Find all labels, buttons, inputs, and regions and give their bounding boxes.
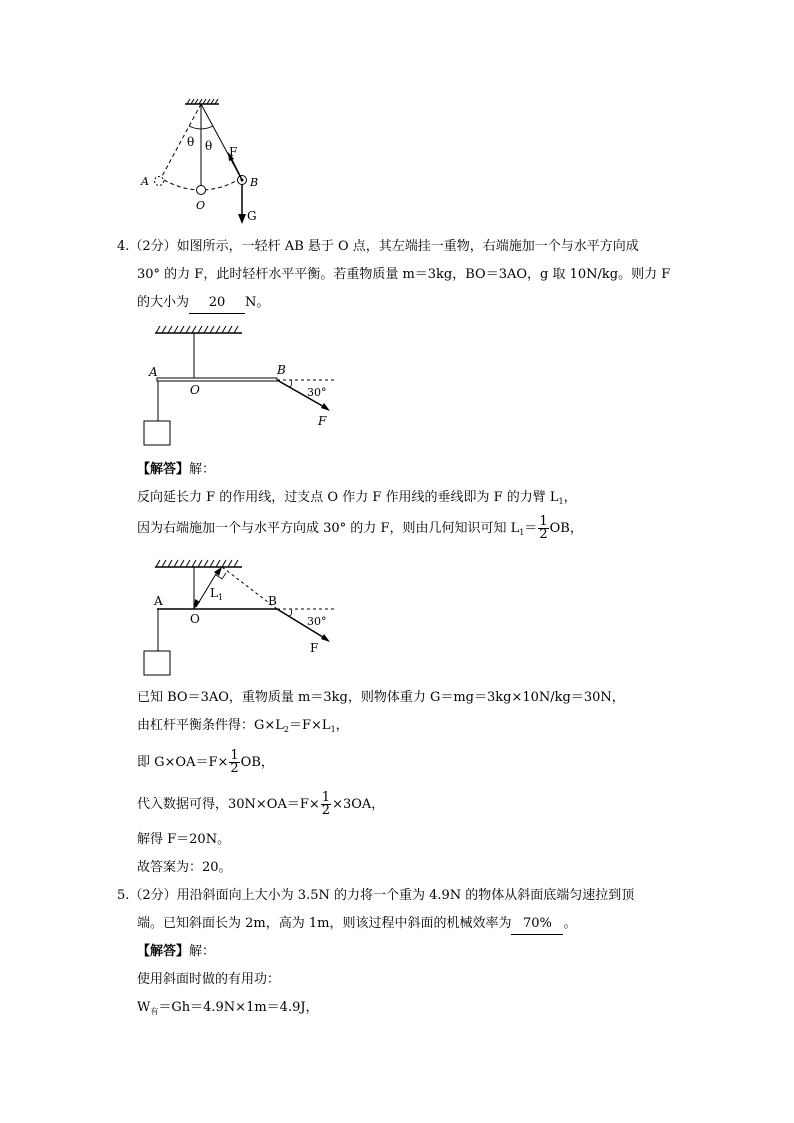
sol4-step7: 解得 F＝20N。 — [137, 832, 231, 847]
sol4-step4-post: ， — [335, 718, 349, 733]
point-b-label: B — [277, 363, 286, 377]
angle-label: 30° — [307, 386, 327, 399]
q4-answer: 20 — [189, 293, 245, 314]
force-f-label: F — [229, 145, 238, 159]
sol4-step1-post: ， — [563, 490, 577, 505]
q4-line2: 30° 的力 F，此时轻杆水平平衡。若重物质量 m＝3kg，BO＝3AO，g 取 10N/kg。则力 F — [137, 267, 671, 282]
angle-label: 30° — [307, 615, 327, 628]
pivot-o-label: O — [190, 612, 200, 626]
sol4-step6 — [137, 792, 384, 817]
sol4-step1-sub: 1 — [558, 497, 564, 506]
point-o-label: O — [196, 199, 206, 212]
q5-line2 — [137, 914, 576, 935]
sol4-step5 — [137, 750, 274, 775]
sol4-step3: 已知 BO＝3AO，重物质量 m＝3kg，则物体重力 G＝mg＝3kg×10N/kg＝30N， — [137, 690, 625, 705]
lever-figure — [140, 318, 340, 452]
sol5-header-bracket: 【解答】 — [137, 944, 190, 959]
point-a-label: A — [154, 594, 163, 608]
point-a-label: A — [149, 365, 158, 379]
sol4-step1 — [137, 488, 577, 512]
sol4-step2 — [137, 516, 583, 543]
q5-line2-text: 端。已知斜面长为 2m，高为 1m，则该过程中斜面的机械效率为 — [137, 916, 512, 931]
pendulum-figure — [135, 96, 275, 226]
sol4-step2-fraction — [538, 516, 548, 541]
q4-line3-post: N。 — [245, 295, 270, 310]
lever-arm-figure — [140, 555, 340, 679]
sol4-step4-mid: ＝F×L — [289, 718, 331, 733]
arm-l1-label: $L_1$ — [210, 586, 224, 602]
gravity-g-label: G — [247, 209, 257, 223]
fraction-denominator: 2 — [321, 803, 331, 818]
sol4-header-rest: 解： — [189, 462, 216, 477]
sol4-step4 — [137, 716, 349, 740]
point-a-label: A — [141, 175, 149, 188]
sol4-step2-eq: ＝ — [524, 521, 538, 536]
sol4-step4-text: 由杠杆平衡条件得：G×L — [137, 718, 284, 733]
theta-right-label: θ — [205, 139, 213, 153]
sol5-header — [137, 942, 215, 962]
sol4-step5-fraction — [229, 750, 239, 775]
sol4-step5-text: 即 G×OA＝F× — [137, 755, 229, 770]
theta-left-label: θ — [187, 135, 195, 149]
sol4-step8: 故答案为：20。 — [137, 860, 232, 875]
q4-line1: 4.（2分）如图所示，一轻杆 AB 悬于 O 点，其左端挂一重物，右端施加一个与水平方向成 — [117, 239, 639, 254]
q5-line2-post: 。 — [563, 916, 577, 931]
fraction-numerator: 1 — [230, 748, 239, 763]
fraction-denominator: 2 — [539, 527, 548, 542]
q5-answer: 70% — [511, 914, 563, 935]
sol4-step4-sub1: 2 — [283, 725, 290, 734]
sol4-step2-text: 因为右端施加一个与水平方向成 30° 的力 F，则由几何知识可知 L — [137, 521, 520, 536]
sol4-step6-post: ×3OA， — [332, 797, 385, 812]
sol4-step1-text: 反向延长力 F 的作用线，过支点 O 作力 F 作用线的垂线即为 F 的力臂 L — [137, 490, 559, 505]
fraction-numerator: 1 — [539, 514, 548, 529]
sol4-header-bracket: 【解答】 — [137, 462, 190, 477]
sol4-step6-fraction — [321, 792, 331, 817]
q4-line3-pre: 的大小为 — [137, 295, 190, 310]
fraction-numerator: 1 — [321, 790, 331, 805]
pivot-o-label: O — [190, 383, 200, 397]
force-f-label: F — [318, 414, 327, 428]
point-b-label: B — [250, 176, 259, 189]
sol4-step2-sub: 1 — [519, 528, 525, 537]
q4-line3 — [137, 293, 269, 314]
sol4-header — [137, 460, 215, 480]
sol4-step4-sub2: 1 — [330, 725, 336, 734]
sol5-step2-w: W — [137, 1000, 151, 1015]
sol4-step6-text: 代入数据可得，30N×OA＝F× — [137, 797, 320, 812]
sol5-header-rest: 解： — [189, 944, 216, 959]
sol5-step2-text: ＝Gh＝4.9N×1m＝4.9J， — [158, 1000, 319, 1015]
sol5-step1: 使用斜面时做的有用功： — [137, 972, 281, 987]
point-b-label: B — [268, 594, 277, 608]
sol5-step2 — [137, 998, 319, 1022]
q5-line1: 5.（2分）用沿斜面向上大小为 3.5N 的力将一个重为 4.9N 的物体从斜面底端匀速拉到顶 — [117, 888, 635, 903]
sol4-step2-post: OB， — [549, 521, 583, 536]
sol5-step2-sub: 有 — [150, 1007, 159, 1016]
sol4-step5-post: OB， — [240, 755, 274, 770]
force-f-label: F — [310, 641, 319, 655]
fraction-denominator: 2 — [230, 761, 239, 776]
